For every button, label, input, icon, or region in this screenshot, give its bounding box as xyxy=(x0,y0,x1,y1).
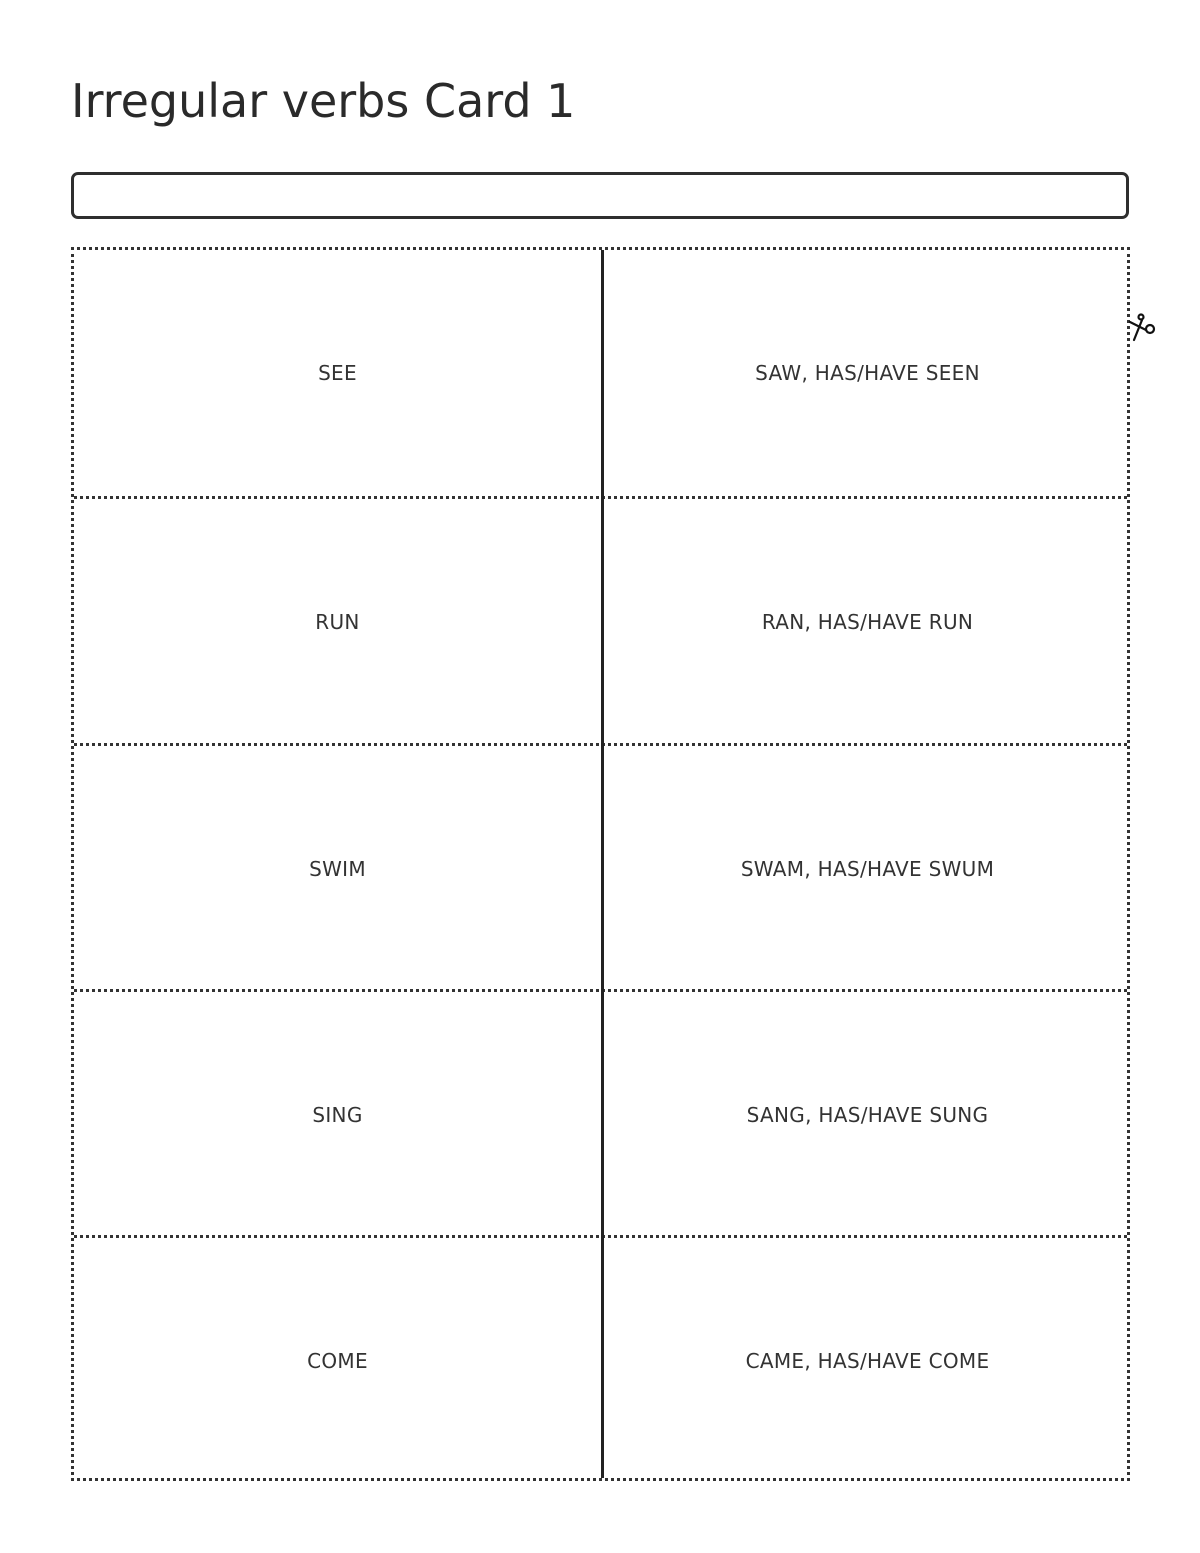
name-field[interactable] xyxy=(71,172,1129,219)
card-back: RAN, HAS/HAVE RUN xyxy=(761,610,974,634)
card-front: SING xyxy=(312,1103,363,1127)
card-back: SWAM, HAS/HAVE SWUM xyxy=(740,857,995,881)
card-back: SAW, HAS/HAVE SEEN xyxy=(755,361,980,385)
scissors-icon xyxy=(1124,310,1164,350)
card-back: CAME, HAS/HAVE COME xyxy=(745,1349,990,1373)
flashcard-grid xyxy=(71,247,1130,1481)
page-title: Irregular verbs Card 1 xyxy=(71,74,576,128)
card-front: RUN xyxy=(315,610,360,634)
card-front: SEE xyxy=(318,361,357,385)
card-back: SANG, HAS/HAVE SUNG xyxy=(746,1103,989,1127)
card-front: COME xyxy=(307,1349,368,1373)
fold-line xyxy=(601,250,604,1478)
card-front: SWIM xyxy=(309,857,366,881)
